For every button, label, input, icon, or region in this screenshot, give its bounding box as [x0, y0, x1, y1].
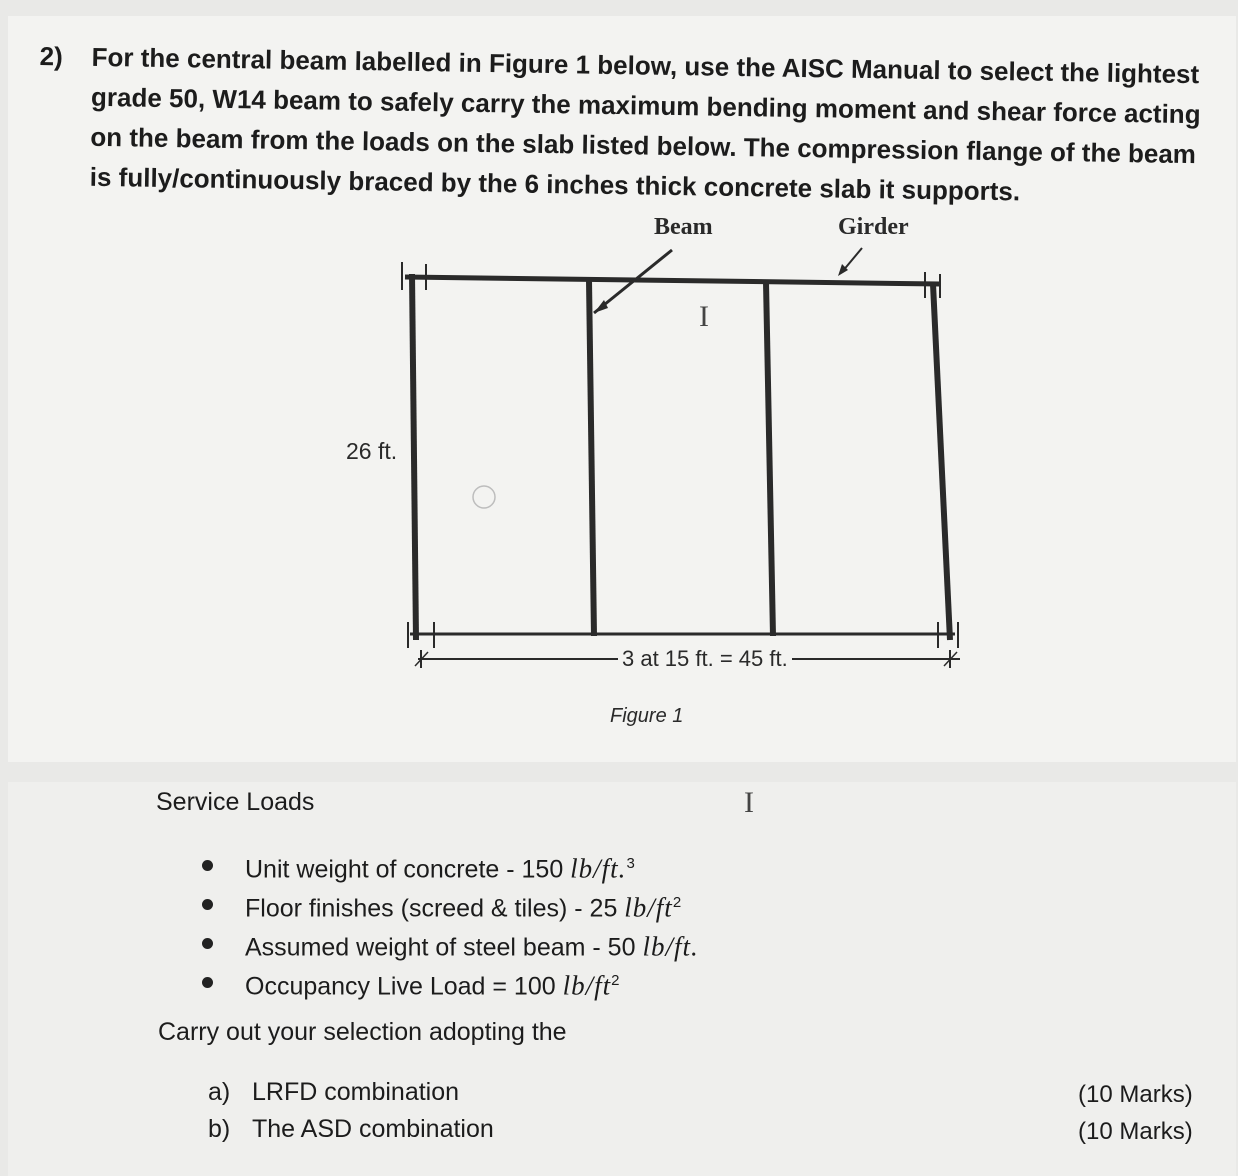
- service-loads-list: [200, 846, 699, 1002]
- height-dimension: 26 ft.: [342, 438, 401, 465]
- marks-asd: (10 Marks): [1078, 1118, 1193, 1145]
- question-line-1: For the central beam labelled in Figure 1 below, use the AISC Manual to select the lightest: [91, 41, 1200, 90]
- left-girder-line: [412, 274, 416, 640]
- beam-line-1: [589, 280, 594, 636]
- combo-lrfd: a) LRFD combination: [208, 1078, 460, 1106]
- span-dimension: 3 at 15 ft. = 45 ft.: [618, 646, 792, 672]
- combo-asd: b) The ASD combination: [208, 1115, 494, 1143]
- carry-out-instruction: Carry out your selection adopting the: [158, 1018, 567, 1046]
- question-line-4: is fully/continuously braced by the 6 inches thick concrete slab it supports.: [89, 161, 1021, 207]
- service-loads-title: Service Loads: [156, 788, 315, 816]
- combination-list: [208, 1074, 494, 1148]
- top-girder: [405, 277, 940, 284]
- beam-label: Beam: [654, 214, 713, 240]
- question-line-3: on the beam from the loads on the slab listed below. The compression flange of the beam: [90, 121, 1197, 170]
- load-item-steel-beam: Assumed weight of steel beam - 50 lb/ft.: [200, 924, 699, 963]
- bullet-icon: [202, 860, 213, 871]
- question-number: 2): [39, 40, 64, 72]
- load-item-finishes: Floor finishes (screed & tiles) - 25 $lb/ft^2$: [200, 885, 699, 924]
- question-line-2: grade 50, W14 beam to safely carry the maximum bending moment and shear force acting: [90, 81, 1201, 130]
- bullet-icon: [202, 899, 213, 910]
- text-cursor-icon-2: I: [744, 786, 754, 819]
- load-item-concrete: Unit weight of concrete - 150 lb/ft.$^3$: [200, 846, 699, 885]
- text-cursor-icon: I: [699, 300, 709, 333]
- girder-label: Girder: [838, 214, 909, 240]
- figure-caption: Figure 1: [610, 705, 684, 727]
- bullet-icon: [202, 938, 213, 949]
- marks-lrfd: (10 Marks): [1078, 1081, 1193, 1108]
- marks-column: [1078, 1076, 1193, 1150]
- load-item-live-load: Occupancy Live Load = 100 $lb/ft^2$: [200, 963, 699, 1002]
- bullet-icon: [202, 977, 213, 988]
- right-girder-line: [933, 284, 950, 640]
- beam-line-2: [766, 282, 773, 636]
